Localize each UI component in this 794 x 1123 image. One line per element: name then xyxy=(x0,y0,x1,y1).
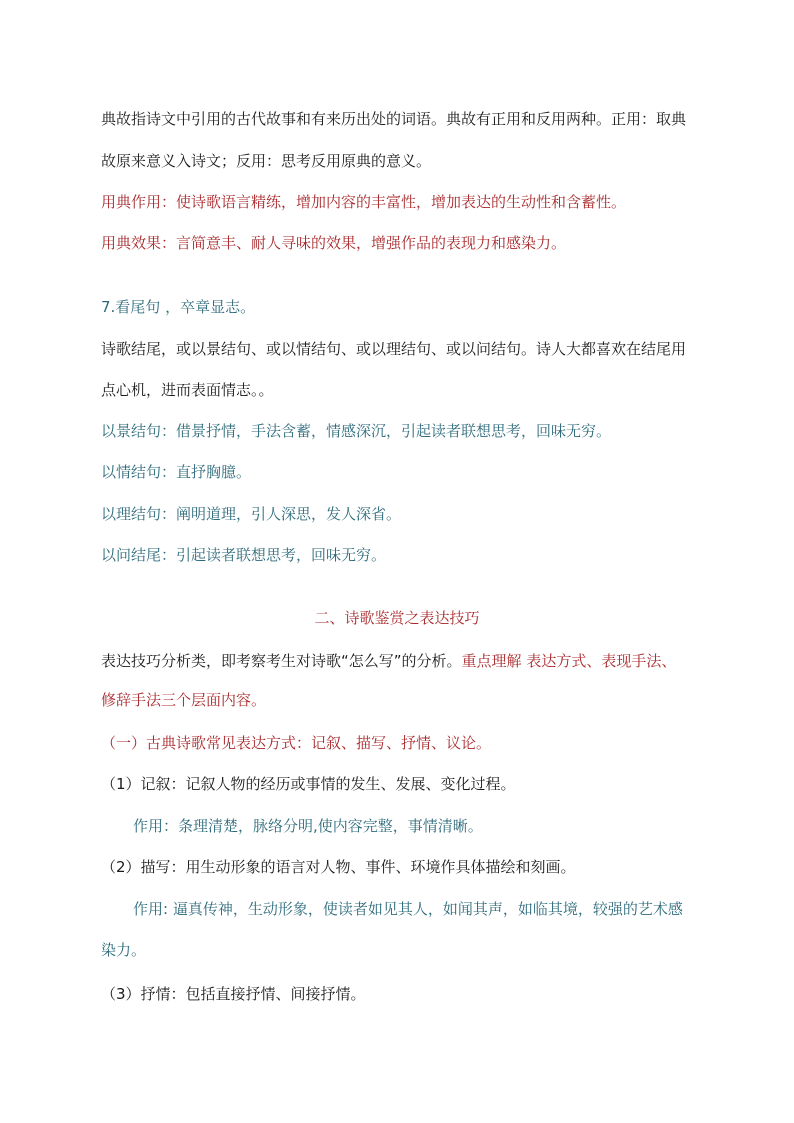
ending-type-question: 以问结尾：引起读者联想思考，回味无穷。 xyxy=(101,546,387,564)
section-7-intro-line-2: 点心机，进而表面情志。。 xyxy=(101,381,274,399)
ending-type-emotion: 以情结句：直抒胸臆。 xyxy=(101,463,252,481)
ending-type-scene: 以景结句：借景抒情，手法含蓄，情感深沉，引起读者联想思考，回味无穷。 xyxy=(101,422,612,440)
narration-effect: 作用：条理清楚，脉络分明,使内容完整，事情清晰。 xyxy=(133,817,483,835)
part-2-intro-highlight: 重点理解 表达方式、表现手法、 xyxy=(461,652,677,670)
usage-function-text: 用典作用：使诗歌语言精练，增加内容的丰富性，增加表达的生动性和含蓄性。 xyxy=(101,193,627,211)
section-7-intro-line-1: 诗歌结尾，或以景结句、或以情结句、或以理结句、或以问结句。诗人大都喜欢在结尾用 xyxy=(101,340,687,358)
description-effect-line-1: 作用: 逼真传神，生动形象，使读者如见其人，如闻其声，如临其境，较强的艺术感 xyxy=(133,900,683,918)
usage-effect-text: 用典效果：言简意丰、耐人寻味的效果，增强作品的表现力和感染力。 xyxy=(101,234,567,252)
section-7-heading: 7.看尾句 ，卒章显志。 xyxy=(101,298,256,316)
lyric-label: （3）抒情：包括直接抒情、间接抒情。 xyxy=(101,985,366,1003)
paragraph-allusion-line-1: 典故指诗文中引用的古代故事和有来历出处的词语。典故有正用和反用两种。正用：取典 xyxy=(101,110,687,128)
part-2-intro-text: 表达技巧分析类，即考察考生对诗歌“怎么写”的分析。 xyxy=(101,652,462,670)
part-2-intro-line-2: 修辞手法三个层面内容。 xyxy=(101,691,267,709)
description-effect-line-2: 染力。 xyxy=(101,941,147,959)
part-2-intro-line-1 xyxy=(101,651,676,671)
part-2-title: 二、诗歌鉴赏之表达技巧 xyxy=(314,609,480,627)
ending-type-reason: 以理结句：阐明道理，引人深思，发人深省。 xyxy=(101,505,402,523)
subsection-1-heading: （一）古典诗歌常见表达方式：记叙、描写、抒情、议论。 xyxy=(101,734,492,752)
paragraph-allusion-line-2: 故原来意义入诗文；反用：思考反用原典的意义。 xyxy=(101,152,432,170)
description-label: （2）描写：用生动形象的语言对人物、事件、环境作具体描绘和刻画。 xyxy=(101,858,576,876)
narration-label: （1）记叙：记叙人物的经历或事情的发生、发展、变化过程。 xyxy=(101,775,516,793)
